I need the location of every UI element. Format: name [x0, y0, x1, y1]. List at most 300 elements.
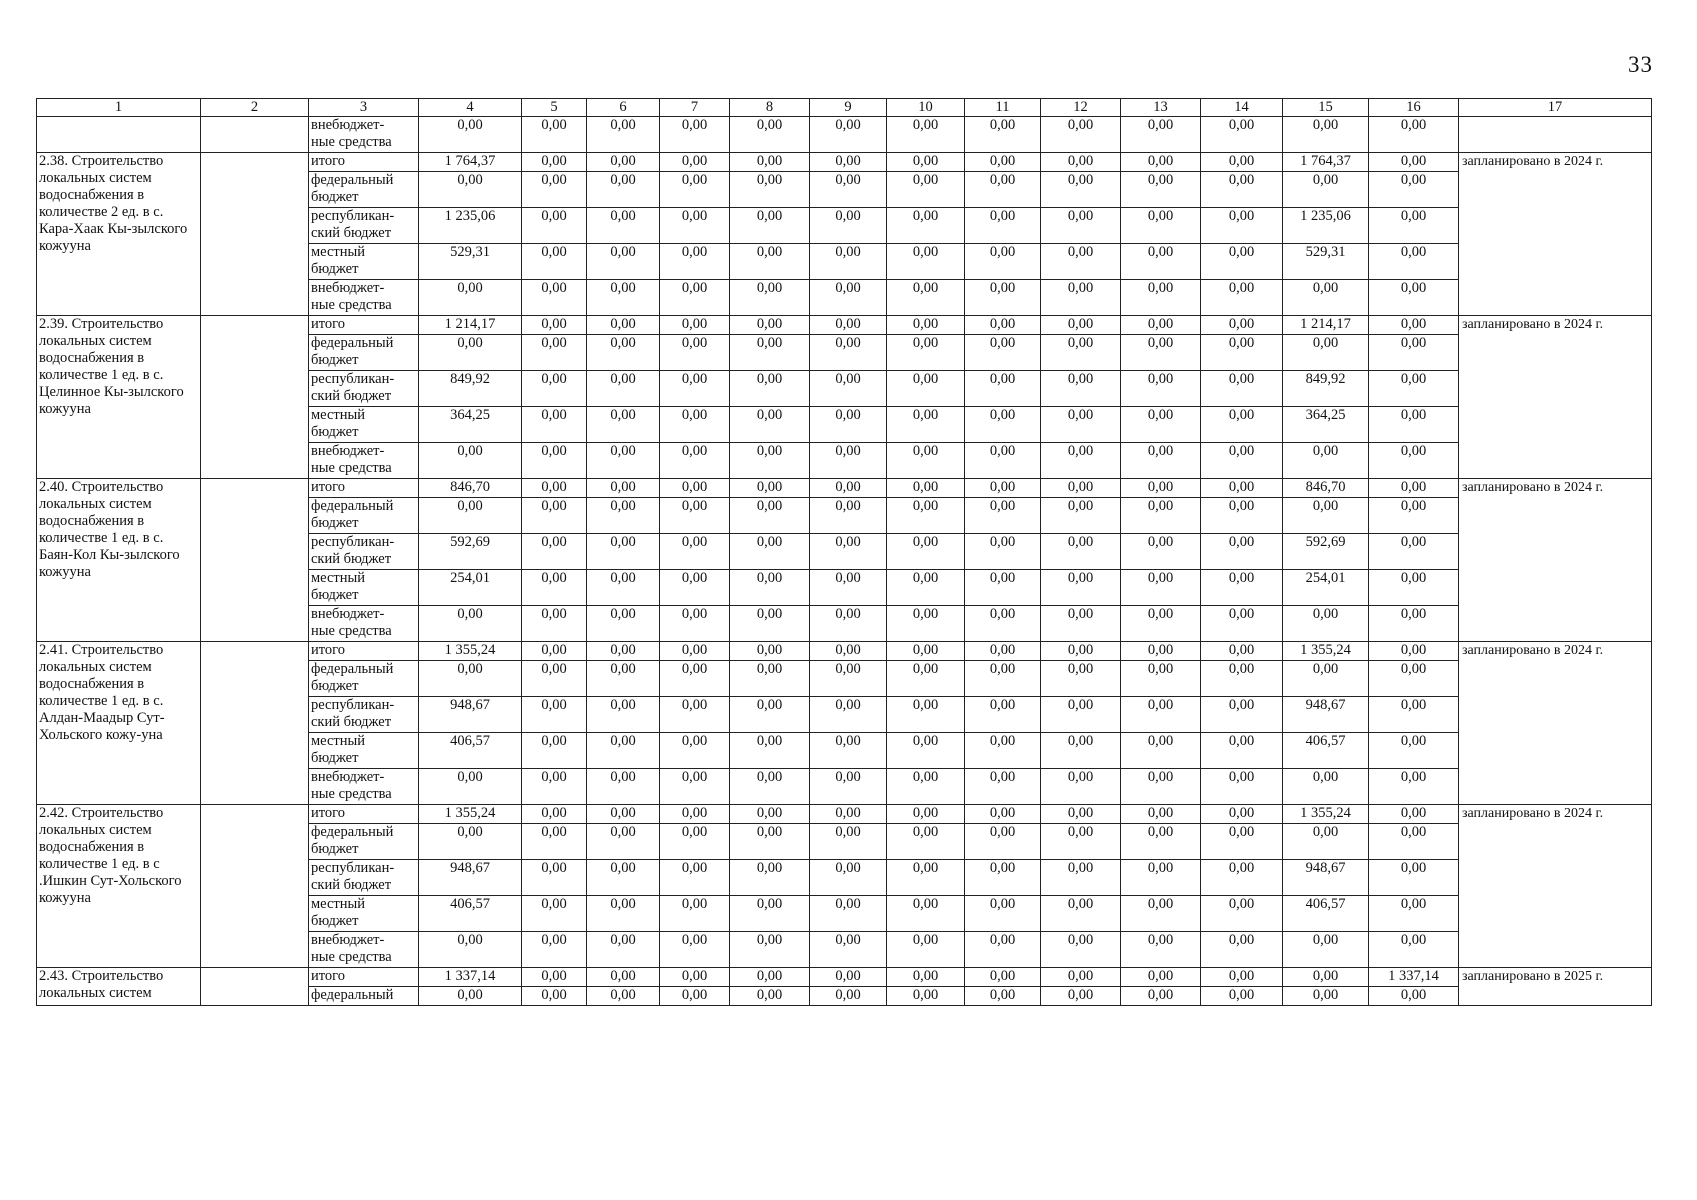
amount-cell: 0,00 — [522, 498, 587, 534]
column-number-row — [37, 99, 1652, 117]
amount-cell: 0,00 — [1121, 606, 1201, 642]
column-number: 10 — [887, 99, 965, 117]
amount-cell: 0,00 — [587, 606, 660, 642]
amount-cell: 0,00 — [1121, 443, 1201, 479]
amount-cell: 0,00 — [730, 534, 810, 570]
amount-cell: 0,00 — [810, 117, 887, 153]
amount-cell: 849,92 — [1283, 371, 1369, 407]
amount-cell: 948,67 — [419, 860, 522, 896]
amount-cell: 0,00 — [1041, 606, 1121, 642]
amount-cell: 0,00 — [660, 932, 730, 968]
amount-cell: 1 337,14 — [1369, 968, 1459, 987]
amount-cell: 0,00 — [1041, 443, 1121, 479]
funding-source: федеральный бюджет — [309, 661, 419, 697]
amount-cell: 0,00 — [660, 208, 730, 244]
amount-cell: 0,00 — [587, 570, 660, 606]
amount-cell: 0,00 — [730, 968, 810, 987]
amount-cell: 0,00 — [810, 896, 887, 932]
funding-source: внебюджет- ные средства — [309, 280, 419, 316]
amount-cell: 0,00 — [1121, 407, 1201, 443]
funding-source: итого — [309, 153, 419, 172]
amount-cell: 0,00 — [887, 498, 965, 534]
amount-cell: 0,00 — [1121, 697, 1201, 733]
funding-source: местный бюджет — [309, 244, 419, 280]
amount-cell: 406,57 — [419, 896, 522, 932]
amount-cell: 0,00 — [810, 280, 887, 316]
column-number: 5 — [522, 99, 587, 117]
amount-cell: 0,00 — [1041, 117, 1121, 153]
amount-cell: 0,00 — [810, 805, 887, 824]
amount-cell: 0,00 — [730, 335, 810, 371]
funding-source: местный бюджет — [309, 570, 419, 606]
item-name: 2.38. Строительство локальных систем водоснабжения в количестве 2 ед. в с. Кара-Хаак Кы-зылского кожууна — [37, 153, 201, 316]
amount-cell: 0,00 — [522, 824, 587, 860]
amount-cell: 0,00 — [1201, 932, 1283, 968]
amount-cell: 0,00 — [730, 153, 810, 172]
amount-cell: 0,00 — [965, 733, 1041, 769]
column-number: 12 — [1041, 99, 1121, 117]
amount-cell: 0,00 — [730, 208, 810, 244]
amount-cell: 0,00 — [522, 443, 587, 479]
amount-cell: 0,00 — [1121, 987, 1201, 1006]
amount-cell: 0,00 — [887, 769, 965, 805]
amount-cell: 0,00 — [587, 987, 660, 1006]
amount-cell: 0,00 — [522, 172, 587, 208]
amount-cell: 0,00 — [730, 642, 810, 661]
amount-cell: 0,00 — [1121, 335, 1201, 371]
funding-source: федеральный бюджет — [309, 172, 419, 208]
amount-cell: 0,00 — [1041, 805, 1121, 824]
section-total-row — [37, 642, 1652, 661]
amount-cell: 0,00 — [1041, 697, 1121, 733]
amount-cell: 0,00 — [965, 208, 1041, 244]
amount-cell: 0,00 — [810, 498, 887, 534]
amount-cell: 0,00 — [419, 117, 522, 153]
note-cell: запланировано в 2024 г. — [1459, 805, 1652, 968]
amount-cell: 0,00 — [522, 642, 587, 661]
amount-cell: 0,00 — [887, 570, 965, 606]
amount-cell: 0,00 — [810, 570, 887, 606]
amount-cell: 0,00 — [1369, 642, 1459, 661]
note-cell: запланировано в 2024 г. — [1459, 153, 1652, 316]
amount-cell: 0,00 — [660, 661, 730, 697]
amount-cell: 0,00 — [887, 987, 965, 1006]
funding-source: республикан- ский бюджет — [309, 371, 419, 407]
amount-cell: 0,00 — [660, 769, 730, 805]
amount-cell: 0,00 — [1121, 208, 1201, 244]
amount-cell: 0,00 — [965, 769, 1041, 805]
section-total-row — [37, 316, 1652, 335]
amount-cell: 0,00 — [522, 733, 587, 769]
amount-cell: 0,00 — [587, 896, 660, 932]
amount-cell: 0,00 — [887, 479, 965, 498]
amount-cell: 0,00 — [1041, 661, 1121, 697]
amount-cell: 0,00 — [660, 987, 730, 1006]
amount-cell: 948,67 — [1283, 860, 1369, 896]
amount-cell: 1 764,37 — [419, 153, 522, 172]
amount-cell: 0,00 — [1369, 733, 1459, 769]
amount-cell: 0,00 — [965, 280, 1041, 316]
amount-cell: 0,00 — [887, 407, 965, 443]
amount-cell: 0,00 — [1201, 407, 1283, 443]
funding-source: республикан- ский бюджет — [309, 860, 419, 896]
funding-source: республикан- ский бюджет — [309, 697, 419, 733]
amount-cell: 0,00 — [419, 824, 522, 860]
amount-cell: 0,00 — [419, 606, 522, 642]
amount-cell: 0,00 — [965, 570, 1041, 606]
funding-source: республикан- ский бюджет — [309, 534, 419, 570]
amount-cell: 0,00 — [965, 987, 1041, 1006]
column-number: 15 — [1283, 99, 1369, 117]
amount-cell: 0,00 — [1041, 534, 1121, 570]
amount-cell: 0,00 — [1121, 570, 1201, 606]
column-number: 13 — [1121, 99, 1201, 117]
amount-cell: 0,00 — [419, 932, 522, 968]
amount-cell: 0,00 — [965, 117, 1041, 153]
amount-cell: 0,00 — [887, 534, 965, 570]
funding-source: итого — [309, 479, 419, 498]
amount-cell: 1 355,24 — [419, 805, 522, 824]
item-name: 2.41. Строительство локальных систем водоснабжения в количестве 1 ед. в с. Алдан-Маадыр Сут-Хольского кожу-уна — [37, 642, 201, 805]
amount-cell: 0,00 — [730, 570, 810, 606]
column-number: 9 — [810, 99, 887, 117]
amount-cell: 948,67 — [1283, 697, 1369, 733]
amount-cell: 0,00 — [660, 534, 730, 570]
amount-cell: 0,00 — [730, 896, 810, 932]
amount-cell: 0,00 — [730, 280, 810, 316]
amount-cell: 0,00 — [660, 407, 730, 443]
amount-cell: 0,00 — [1369, 896, 1459, 932]
amount-cell: 0,00 — [1369, 407, 1459, 443]
amount-cell: 0,00 — [1369, 824, 1459, 860]
amount-cell: 0,00 — [1369, 371, 1459, 407]
amount-cell: 0,00 — [1283, 498, 1369, 534]
amount-cell: 0,00 — [887, 642, 965, 661]
amount-cell: 0,00 — [965, 407, 1041, 443]
amount-cell: 0,00 — [1041, 570, 1121, 606]
amount-cell: 0,00 — [965, 479, 1041, 498]
amount-cell: 0,00 — [1369, 860, 1459, 896]
amount-cell: 0,00 — [660, 316, 730, 335]
amount-cell: 0,00 — [965, 443, 1041, 479]
amount-cell: 0,00 — [887, 824, 965, 860]
amount-cell: 0,00 — [887, 371, 965, 407]
amount-cell: 0,00 — [810, 407, 887, 443]
amount-cell: 0,00 — [965, 498, 1041, 534]
amount-cell: 0,00 — [887, 117, 965, 153]
amount-cell: 0,00 — [965, 335, 1041, 371]
amount-cell: 0,00 — [887, 805, 965, 824]
amount-cell: 0,00 — [587, 642, 660, 661]
amount-cell: 0,00 — [965, 805, 1041, 824]
amount-cell: 0,00 — [1121, 824, 1201, 860]
amount-cell: 0,00 — [1369, 443, 1459, 479]
column-number: 3 — [309, 99, 419, 117]
amount-cell: 0,00 — [1201, 172, 1283, 208]
amount-cell: 1 235,06 — [419, 208, 522, 244]
amount-cell: 0,00 — [1369, 805, 1459, 824]
amount-cell: 0,00 — [587, 371, 660, 407]
amount-cell: 0,00 — [1201, 860, 1283, 896]
amount-cell: 0,00 — [660, 805, 730, 824]
amount-cell: 0,00 — [1121, 371, 1201, 407]
amount-cell: 0,00 — [1041, 824, 1121, 860]
amount-cell: 0,00 — [1369, 244, 1459, 280]
amount-cell: 0,00 — [587, 208, 660, 244]
amount-cell: 0,00 — [1369, 987, 1459, 1006]
amount-cell: 0,00 — [810, 479, 887, 498]
amount-cell: 0,00 — [1283, 968, 1369, 987]
amount-cell: 0,00 — [1121, 642, 1201, 661]
amount-cell: 0,00 — [660, 697, 730, 733]
amount-cell: 0,00 — [587, 172, 660, 208]
column-number: 2 — [201, 99, 309, 117]
amount-cell: 0,00 — [1369, 932, 1459, 968]
funding-source: местный бюджет — [309, 733, 419, 769]
column-number: 14 — [1201, 99, 1283, 117]
amount-cell: 0,00 — [587, 824, 660, 860]
note-cell: запланировано в 2025 г. — [1459, 968, 1652, 1006]
item-name: 2.43. Строительство локальных систем — [37, 968, 201, 1006]
amount-cell: 592,69 — [1283, 534, 1369, 570]
item-name: 2.40. Строительство локальных систем водоснабжения в количестве 1 ед. в с. Баян-Кол Кы-зылского кожууна — [37, 479, 201, 642]
column-number: 4 — [419, 99, 522, 117]
amount-cell: 0,00 — [965, 968, 1041, 987]
amount-cell: 0,00 — [587, 860, 660, 896]
amount-cell: 0,00 — [730, 860, 810, 896]
executor-cell — [201, 153, 309, 316]
amount-cell: 0,00 — [810, 244, 887, 280]
amount-cell: 0,00 — [1283, 172, 1369, 208]
amount-cell: 0,00 — [730, 769, 810, 805]
amount-cell: 0,00 — [1201, 244, 1283, 280]
amount-cell: 0,00 — [522, 860, 587, 896]
section-total-row — [37, 479, 1652, 498]
amount-cell: 846,70 — [1283, 479, 1369, 498]
amount-cell: 0,00 — [1369, 570, 1459, 606]
amount-cell: 0,00 — [1369, 534, 1459, 570]
amount-cell: 0,00 — [587, 498, 660, 534]
funding-source: итого — [309, 805, 419, 824]
amount-cell: 0,00 — [1201, 280, 1283, 316]
amount-cell: 0,00 — [1201, 697, 1283, 733]
amount-cell: 0,00 — [1201, 371, 1283, 407]
amount-cell: 0,00 — [887, 443, 965, 479]
amount-cell: 0,00 — [810, 769, 887, 805]
amount-cell: 0,00 — [522, 987, 587, 1006]
amount-cell: 0,00 — [887, 153, 965, 172]
amount-cell: 0,00 — [810, 153, 887, 172]
amount-cell: 0,00 — [1121, 244, 1201, 280]
amount-cell: 0,00 — [419, 661, 522, 697]
amount-cell: 0,00 — [730, 805, 810, 824]
amount-cell: 0,00 — [1283, 824, 1369, 860]
item-name-cell — [37, 117, 201, 153]
amount-cell: 0,00 — [660, 443, 730, 479]
amount-cell: 0,00 — [887, 860, 965, 896]
amount-cell: 254,01 — [419, 570, 522, 606]
executor-cell — [201, 117, 309, 153]
amount-cell: 0,00 — [522, 932, 587, 968]
amount-cell: 0,00 — [1041, 316, 1121, 335]
amount-cell: 0,00 — [1041, 244, 1121, 280]
amount-cell: 0,00 — [810, 860, 887, 896]
amount-cell: 0,00 — [522, 208, 587, 244]
amount-cell: 948,67 — [419, 697, 522, 733]
amount-cell: 0,00 — [522, 407, 587, 443]
amount-cell: 0,00 — [1369, 208, 1459, 244]
amount-cell: 0,00 — [887, 316, 965, 335]
amount-cell: 0,00 — [1041, 335, 1121, 371]
amount-cell: 1 337,14 — [419, 968, 522, 987]
amount-cell: 0,00 — [1041, 860, 1121, 896]
amount-cell: 0,00 — [810, 987, 887, 1006]
amount-cell: 0,00 — [1369, 697, 1459, 733]
amount-cell: 0,00 — [1201, 968, 1283, 987]
amount-cell: 0,00 — [965, 316, 1041, 335]
amount-cell: 0,00 — [587, 932, 660, 968]
amount-cell: 0,00 — [1283, 606, 1369, 642]
amount-cell: 846,70 — [419, 479, 522, 498]
amount-cell: 0,00 — [1369, 117, 1459, 153]
amount-cell: 0,00 — [965, 371, 1041, 407]
amount-cell: 0,00 — [522, 570, 587, 606]
amount-cell: 0,00 — [887, 335, 965, 371]
amount-cell: 0,00 — [965, 606, 1041, 642]
amount-cell: 364,25 — [419, 407, 522, 443]
amount-cell: 0,00 — [587, 280, 660, 316]
amount-cell: 0,00 — [965, 824, 1041, 860]
column-number: 1 — [37, 99, 201, 117]
amount-cell: 0,00 — [587, 534, 660, 570]
amount-cell: 0,00 — [660, 896, 730, 932]
amount-cell: 0,00 — [1121, 733, 1201, 769]
amount-cell: 529,31 — [1283, 244, 1369, 280]
column-number: 16 — [1369, 99, 1459, 117]
amount-cell: 0,00 — [1369, 661, 1459, 697]
funding-source: итого — [309, 642, 419, 661]
amount-cell: 0,00 — [522, 280, 587, 316]
funding-source: внебюджет- ные средства — [309, 932, 419, 968]
amount-cell: 0,00 — [660, 479, 730, 498]
funding-source: местный бюджет — [309, 896, 419, 932]
amount-cell: 0,00 — [810, 316, 887, 335]
amount-cell: 254,01 — [1283, 570, 1369, 606]
amount-cell: 0,00 — [1121, 479, 1201, 498]
amount-cell: 0,00 — [1121, 498, 1201, 534]
amount-cell: 0,00 — [730, 407, 810, 443]
amount-cell: 0,00 — [522, 316, 587, 335]
amount-cell: 0,00 — [660, 824, 730, 860]
amount-cell: 0,00 — [587, 697, 660, 733]
amount-cell: 0,00 — [730, 443, 810, 479]
funding-source: республикан- ский бюджет — [309, 208, 419, 244]
funding-source: федеральный бюджет — [309, 335, 419, 371]
amount-cell: 0,00 — [1041, 769, 1121, 805]
amount-cell: 0,00 — [730, 172, 810, 208]
funding-source: внебюджет- ные средства — [309, 443, 419, 479]
amount-cell: 592,69 — [419, 534, 522, 570]
amount-cell: 0,00 — [522, 968, 587, 987]
amount-cell: 0,00 — [587, 479, 660, 498]
amount-cell: 0,00 — [1201, 117, 1283, 153]
amount-cell: 0,00 — [1041, 987, 1121, 1006]
amount-cell: 0,00 — [587, 407, 660, 443]
amount-cell: 0,00 — [660, 280, 730, 316]
amount-cell: 0,00 — [522, 661, 587, 697]
amount-cell: 0,00 — [587, 335, 660, 371]
amount-cell: 0,00 — [1201, 479, 1283, 498]
amount-cell: 0,00 — [660, 968, 730, 987]
executor-cell — [201, 805, 309, 968]
amount-cell: 0,00 — [965, 697, 1041, 733]
funding-source: местный бюджет — [309, 407, 419, 443]
amount-cell: 0,00 — [1369, 606, 1459, 642]
amount-cell: 0,00 — [887, 208, 965, 244]
amount-cell: 0,00 — [887, 661, 965, 697]
amount-cell: 0,00 — [810, 968, 887, 987]
amount-cell: 0,00 — [965, 172, 1041, 208]
amount-cell: 1 355,24 — [419, 642, 522, 661]
amount-cell: 0,00 — [1121, 932, 1201, 968]
amount-cell: 0,00 — [660, 570, 730, 606]
amount-cell: 1 214,17 — [1283, 316, 1369, 335]
amount-cell: 0,00 — [1121, 661, 1201, 697]
amount-cell: 0,00 — [730, 697, 810, 733]
amount-cell: 0,00 — [887, 968, 965, 987]
amount-cell: 0,00 — [1121, 117, 1201, 153]
amount-cell: 0,00 — [1041, 371, 1121, 407]
amount-cell: 0,00 — [1201, 824, 1283, 860]
amount-cell: 0,00 — [730, 498, 810, 534]
amount-cell: 0,00 — [887, 733, 965, 769]
amount-cell: 0,00 — [1041, 642, 1121, 661]
amount-cell: 0,00 — [419, 172, 522, 208]
section-total-row — [37, 968, 1652, 987]
amount-cell: 0,00 — [1121, 769, 1201, 805]
amount-cell: 0,00 — [730, 661, 810, 697]
amount-cell: 0,00 — [1041, 407, 1121, 443]
amount-cell: 0,00 — [522, 117, 587, 153]
funding-source: внебюджет- ные средства — [309, 117, 419, 153]
amount-cell: 0,00 — [522, 805, 587, 824]
amount-cell: 0,00 — [1121, 316, 1201, 335]
amount-cell: 0,00 — [1041, 896, 1121, 932]
amount-cell: 1 764,37 — [1283, 153, 1369, 172]
note-cell: запланировано в 2024 г. — [1459, 642, 1652, 805]
amount-cell: 0,00 — [1369, 335, 1459, 371]
page-number: 33 — [1628, 52, 1653, 77]
amount-cell: 0,00 — [419, 443, 522, 479]
amount-cell: 0,00 — [810, 208, 887, 244]
amount-cell: 0,00 — [419, 335, 522, 371]
amount-cell: 0,00 — [965, 896, 1041, 932]
amount-cell: 0,00 — [810, 371, 887, 407]
funding-source: итого — [309, 316, 419, 335]
amount-cell: 0,00 — [887, 172, 965, 208]
amount-cell: 0,00 — [730, 824, 810, 860]
amount-cell: 0,00 — [1121, 860, 1201, 896]
amount-cell: 0,00 — [587, 733, 660, 769]
amount-cell: 0,00 — [887, 932, 965, 968]
funding-source: федеральный бюджет — [309, 824, 419, 860]
amount-cell: 0,00 — [810, 824, 887, 860]
amount-cell: 0,00 — [1201, 896, 1283, 932]
amount-cell: 1 235,06 — [1283, 208, 1369, 244]
amount-cell: 0,00 — [965, 642, 1041, 661]
amount-cell: 0,00 — [660, 606, 730, 642]
amount-cell: 0,00 — [522, 244, 587, 280]
